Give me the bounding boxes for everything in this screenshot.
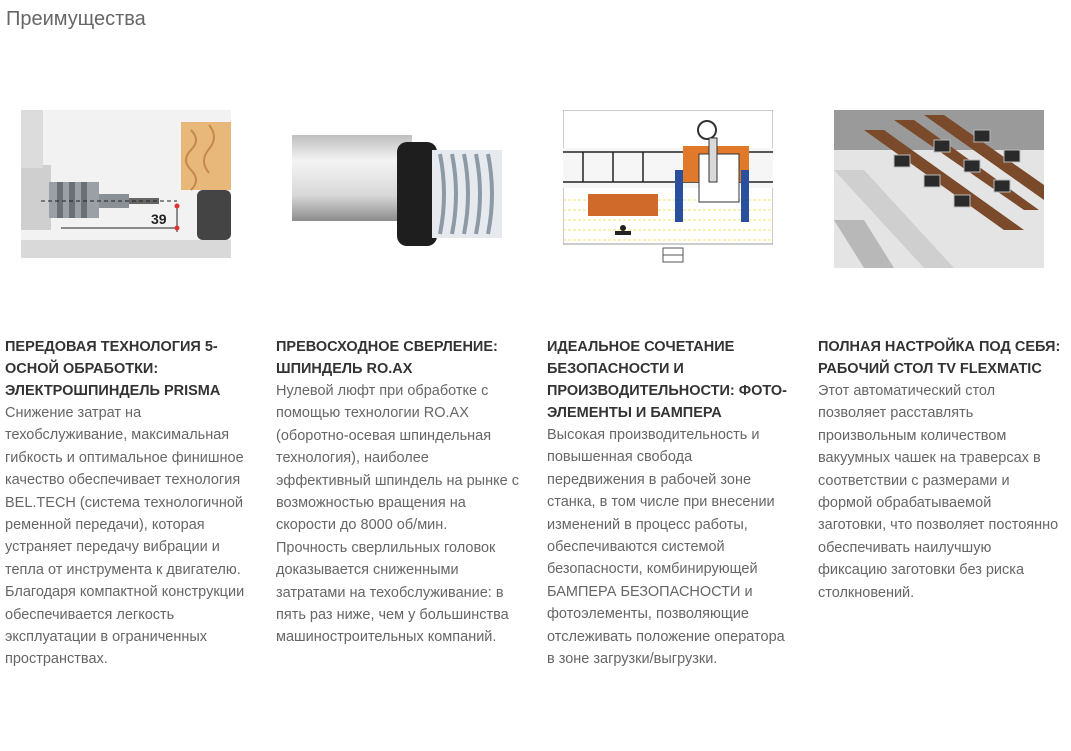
feature-heading: ПЕРЕДОВАЯ ТЕХНОЛОГИЯ 5-ОСНОЙ ОБРАБОТКИ: ЭЛЕКТРОШПИНДЕЛЬ PRISMA bbox=[5, 339, 221, 399]
feature-body: Этот автоматический стол позволяет расставлять произвольным количеством вакуумных чашек на траверсах в соответствии с размерами и формой обрабатываемой заготовки, что позволяет постоянно обеспечивать наилучшую фиксацию заготовки без риска столкновений. bbox=[818, 383, 1059, 601]
dimension-label: 39 bbox=[151, 211, 167, 227]
feature-heading: ИДЕАЛЬНОЕ СОЧЕТАНИЕ БЕЗОПАСНОСТИ И ПРОИЗВОДИТЕЛЬНОСТИ: ФОТО-ЭЛЕМЕНТЫ И БАМПЕРА bbox=[547, 339, 788, 421]
prisma-spindle-image bbox=[21, 110, 231, 258]
page-title: Преимущества bbox=[6, 8, 146, 30]
safety-diagram-image bbox=[563, 110, 773, 268]
feature-text bbox=[547, 336, 792, 670]
roax-spindle-image bbox=[292, 110, 504, 260]
feature-body: Снижение затрат на техобслуживание, максимальная гибкость и оптимальное финишное качество обеспечивает технология BEL.TECH (система технологичной ременной передачи), которая устраняет передачу вибрации и тепла от инструмента к двигателю. Благодаря компактной конструкции обеспечивается легкость эксплуатации в ограниченных пространствах. bbox=[5, 405, 245, 668]
feature-body: Нулевой люфт при обработке с помощью технологии RO.AX (оборотно-осевая шпиндельная технология), наиболее эффективный шпиндель на рынке с возможностью вращения на скорости до 8000 об/мин. Прочность сверлильных головок доказывается сниженными затратами на техобслуживание: в пять раз ниже, чем у большинства машиностроительных компаний. bbox=[276, 383, 519, 646]
feature-text bbox=[276, 336, 521, 649]
feature-body: Высокая производительность и повышенная свобода передвижения в рабочей зоне станка, в том числе при внесении изменений в процесс работы, обеспечиваются системой безопасности, комбинирующей БАМПЕРА БЕЗОПАСНОСТИ и фотоэлементы, позволяющие отслеживать положение оператора в зоне загрузки/выгрузки. bbox=[547, 427, 785, 668]
flexmatic-table-image bbox=[834, 110, 1044, 268]
feature-text bbox=[5, 336, 250, 671]
feature-heading: ПРЕВОСХОДНОЕ СВЕРЛЕНИЕ: ШПИНДЕЛЬ RO.AX bbox=[276, 339, 498, 377]
feature-text bbox=[818, 336, 1063, 604]
feature-heading: ПОЛНАЯ НАСТРОЙКА ПОД СЕБЯ: РАБОЧИЙ СТОЛ TV FLEXMATIC bbox=[818, 339, 1061, 377]
